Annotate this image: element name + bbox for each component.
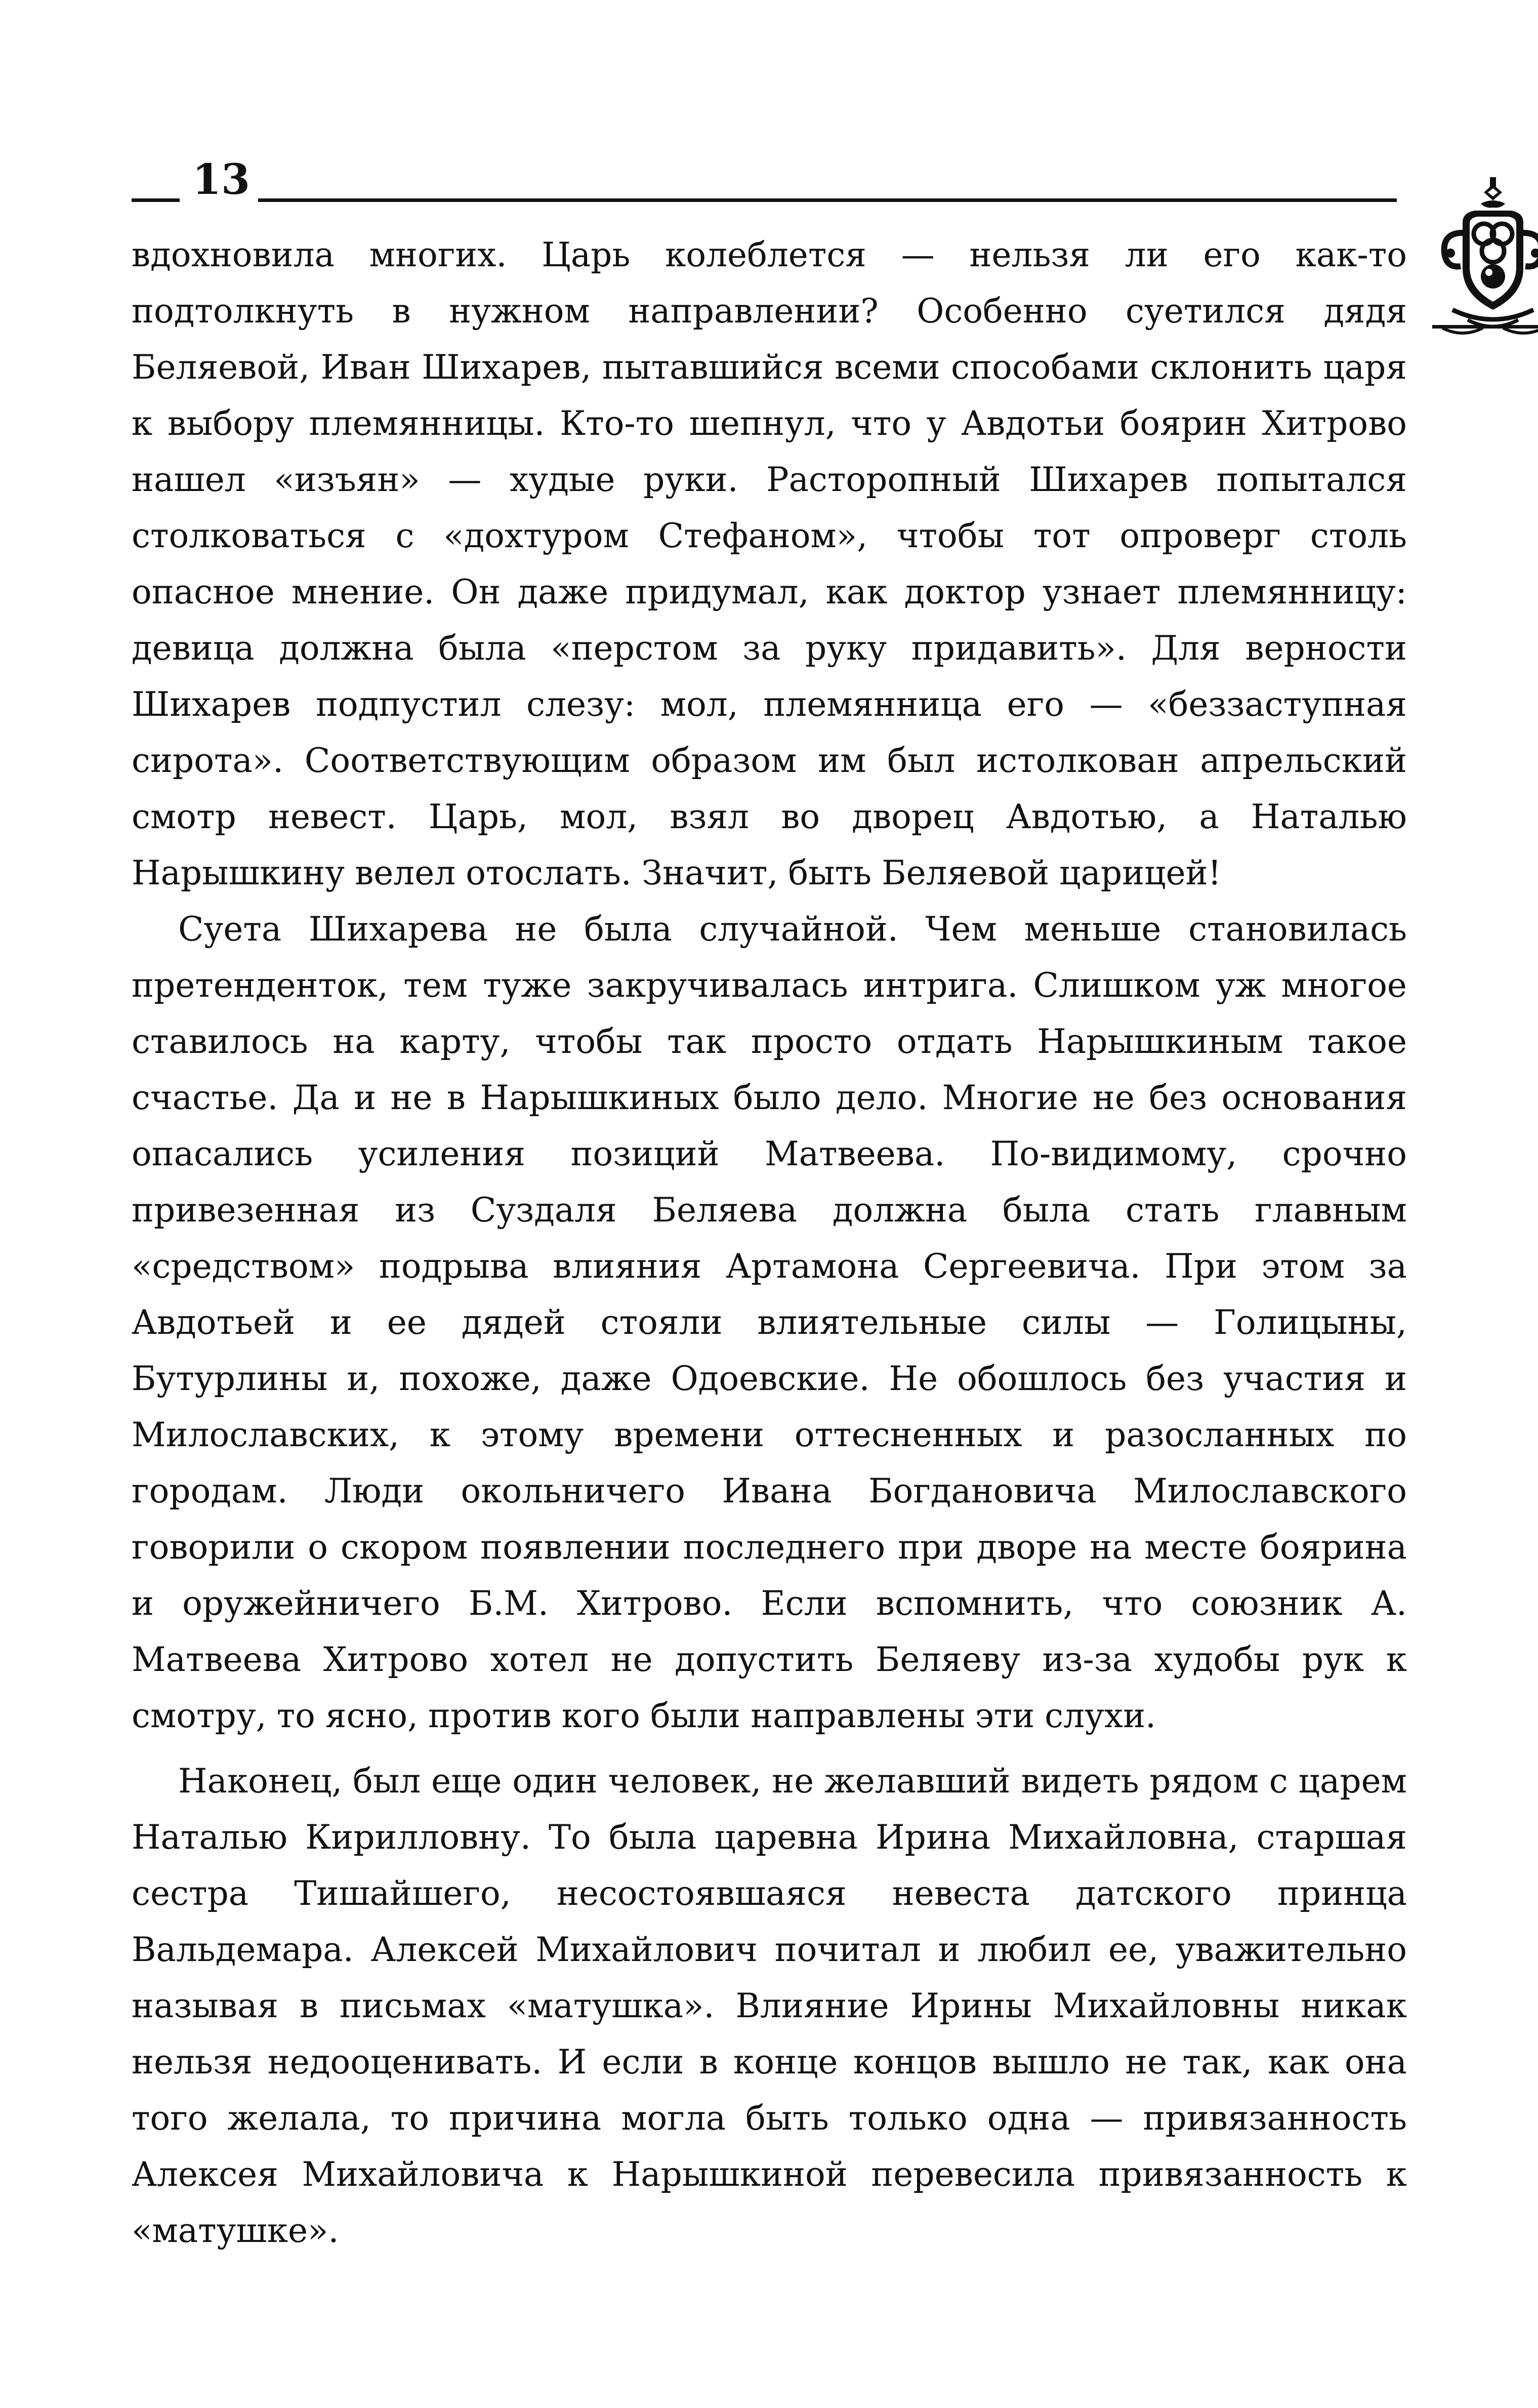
paragraph: Наконец, был еще один человек, не желавший видеть рядом с царем Наталью Кирилловну. То была царевна Ирина Михайловна, старшая сестра Тишайшего, несостоявшаяся невеста датского принца Вальдемара. Алексей Михайлович почитал и любил ее, уважительно называя в письмах «матушка». Влияние Ирины Михайловны никак нельзя недооценивать. И если в конце концов вышло не так, как она того желала, то причина могла быть только одна — привязанность Алексея Михайловича к Нарышкиной перевесила привязанность к «матушке». bbox=[132, 1762, 1407, 2250]
paragraph: вдохновила многих. Царь колеблется — нельзя ли его как-то подтолкнуть в нужном направлении? Особенно суетился дядя Беляевой, Иван Шихарев, пытавшийся всеми способами склонить царя к выбору племянницы. Кто-то шепнул, что у Авдотьи боярин Хитрово нашел «изъян» — худые руки. Расторопный Шихарев попытался столковаться с «дохтуром Стефаном», чтобы тот опроверг столь опасное мнение. Он даже придумал, как доктор узнает племянницу: девица должна была «перстом за руку придавить». Для верности Шихарев подпустил слезу: мол, племянница его — «беззаступная сирота». Соответствующим образом им был истолкован апрельский смотр невест. Царь, мол, взял во дворец Авдотью, а Наталью Нарышкину велел отослать. Значит, быть Беляевой царицей! bbox=[132, 235, 1407, 892]
header-rule-left bbox=[132, 198, 180, 202]
ornamental-crest-icon bbox=[1432, 177, 1538, 344]
page-number: 13 bbox=[192, 155, 251, 204]
page-header bbox=[132, 127, 1407, 218]
body-text bbox=[132, 227, 1407, 2259]
header-rule bbox=[258, 198, 1397, 202]
paragraph: Суета Шихарева не была случайной. Чем меньше становилась претенденток, тем туже закручивалась интрига. Слишком уж многое ставилось на карту, чтобы так просто отдать Нарышкиным такое счастье. Да и не в Нарышкиных было дело. Многие не без основания опасались усиления позиций Матвеева. По-видимому, срочно привезенная из Суздаля Беляева должна была стать главным «средством» подрыва влияния Артамона Сергеевича. При этом за Авдотьей и ее дядей стояли влиятельные силы — Голицыны, Бутурлины и, похоже, даже Одоевские. Не обошлось без участия и Милославских, к этому времени оттесненных и разосланных по городам. Люди окольничего Ивана Богдановича Милославского говорили о скором появлении последнего при дворе на месте боярина и оружейничего Б.М. Хитрово. Если вспомнить, что союзник А. Матвеева Хитрово хотел не допустить Беляеву из-за худобы рук к смотру, то ясно, против кого были направлены эти слухи. bbox=[132, 910, 1407, 1735]
